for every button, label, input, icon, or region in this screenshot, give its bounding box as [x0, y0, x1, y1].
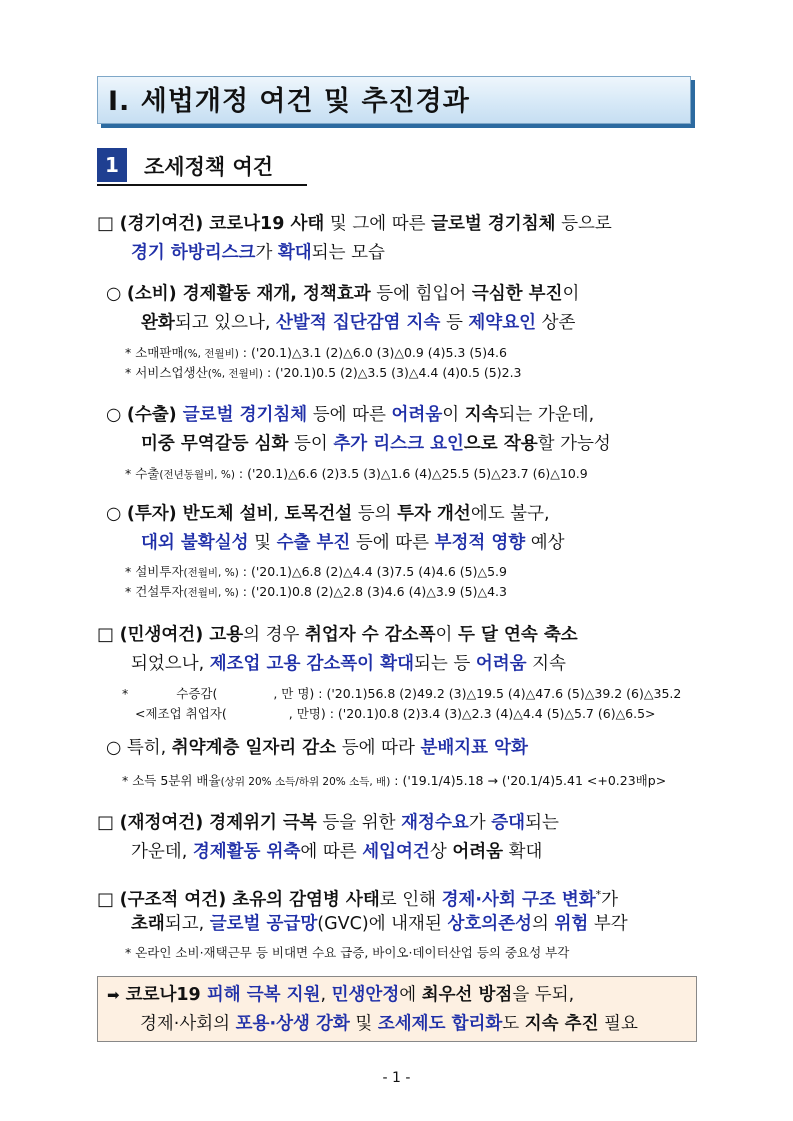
bullet-fiscal-line1: □ (재정여건) 경제위기 극복 등을 위한 재정수요가 증대되는 — [97, 812, 559, 833]
bullet-structural-line2: 초래되고, 글로벌 공급망(GVC)에 내재된 상호의존성의 위험 부각 — [131, 914, 628, 934]
conclusion-line2: 경제·사회의 포용·상생 강화 및 조세제도 합리화도 지속 추진 필요 — [140, 1014, 638, 1034]
sub-consumption-line1: ○ (소비) 경제활동 재개, 정책효과 등에 힘입어 극심한 부진이 — [106, 284, 580, 304]
circle-bullet-icon: ○ — [106, 405, 122, 425]
conclusion-line1: ➡ 코로나19 피해 극복 지원, 민생안정에 최우선 방점을 두되, — [107, 985, 575, 1005]
square-bullet-icon: □ — [97, 888, 115, 910]
square-bullet-icon: □ — [97, 812, 115, 833]
note-exports: * 수출(전년동월비, %) : ('20.1)△6.6 (2)3.5 (3)△1.6 (4)△25.5 (5)△23.7 (6)△10.9 — [125, 466, 588, 481]
circle-bullet-icon: ○ — [106, 738, 122, 758]
sub-investment-line1: ○ (투자) 반도체 설비, 토목건설 등의 투자 개선에도 불구, — [106, 504, 550, 524]
note-retail-sales: * 소매판매(%, 전월비) : ('20.1)△3.1 (2)△6.0 (3)△0.9 (4)5.3 (5)4.6 — [125, 345, 507, 360]
document-title: I. 세법개정 여건 및 추진경과 — [108, 86, 470, 117]
sub-consumption-line2: 완화되고 있으나, 산발적 집단감염 지속 등 제약요인 상존 — [141, 313, 576, 333]
note-income-quintile: * 소득 5분위 배율(상위 20% 소득/하위 20% 소득, 배) : ('19.1/4)5.18 → ('20.1/4)5.41 <+0.23배p> — [122, 773, 667, 788]
square-bullet-icon: □ — [97, 213, 115, 234]
sub-export-line1: ○ (수출) 글로벌 경기침체 등에 따른 어려움이 지속되는 가운데, — [106, 405, 595, 425]
bullet-economy-line2: 경기 하방리스크가 확대되는 모습 — [131, 243, 385, 263]
section-number: 1 — [97, 148, 127, 182]
sub-investment-line2: 대외 불확실성 및 수출 부진 등에 따른 부정적 영향 예상 — [141, 533, 565, 553]
note-employment-change: * 수증감( , 만 명) : ('20.1)56.8 (2)49.2 (3)△19.5 (4)△47.6 (5)△39.2 (6)△35.2 — [122, 686, 682, 701]
page-number: - 1 - — [382, 1070, 411, 1086]
bullet-structural-line1: □ (구조적 여건) 초유의 감염병 사태로 인해 경제·사회 구조 변화*가 — [97, 888, 619, 910]
note-manufacturing-employment: <제조업 취업자( , 만명) : ('20.1)0.8 (2)3.4 (3)△2.3 (4)△4.4 (5)△5.7 (6)△6.5> — [135, 706, 656, 721]
note-construction-investment: * 건설투자(전월비, %) : ('20.1)0.8 (2)△2.8 (3)4.6 (4)△3.9 (5)△4.3 — [125, 584, 507, 599]
note-service-production: * 서비스업생산(%, 전월비) : ('20.1)0.5 (2)△3.5 (3)△4.4 (4)0.5 (5)2.3 — [125, 365, 522, 380]
sub-export-line2: 미중 무역갈등 심화 등이 추가 리스크 요인으로 작용할 가능성 — [141, 434, 611, 454]
arrow-right-icon: ➡ — [107, 986, 120, 1004]
bullet-economy-line1: □ (경기여건) 코로나19 사태 및 그에 따른 글로벌 경기침체 등으로 — [97, 213, 612, 234]
square-bullet-icon: □ — [97, 624, 115, 645]
bullet-livelihood-line1: □ (민생여건) 고용의 경우 취업자 수 감소폭이 두 달 연속 축소 — [97, 624, 578, 645]
circle-bullet-icon: ○ — [106, 284, 122, 304]
section-underline — [97, 184, 307, 186]
note-facility-investment: * 설비투자(전월비, %) : ('20.1)△6.8 (2)△4.4 (3)7.5 (4)4.6 (5)△5.9 — [125, 564, 507, 579]
circle-bullet-icon: ○ — [106, 504, 122, 524]
section-title: 조세정책 여건 — [144, 155, 274, 179]
note-untact-demand: * 온라인 소비·재택근무 등 비대면 수요 급증, 바이오·데이터산업 등의 중요성 부각 — [125, 945, 570, 960]
sub-distribution-line1: ○ 특히, 취약계층 일자리 감소 등에 따라 분배지표 악화 — [106, 738, 528, 758]
bullet-livelihood-line2: 되었으나, 제조업 고용 감소폭이 확대되는 등 어려움 지속 — [131, 654, 566, 674]
bullet-fiscal-line2: 가운데, 경제활동 위축에 따른 세입여건상 어려움 확대 — [131, 842, 543, 862]
